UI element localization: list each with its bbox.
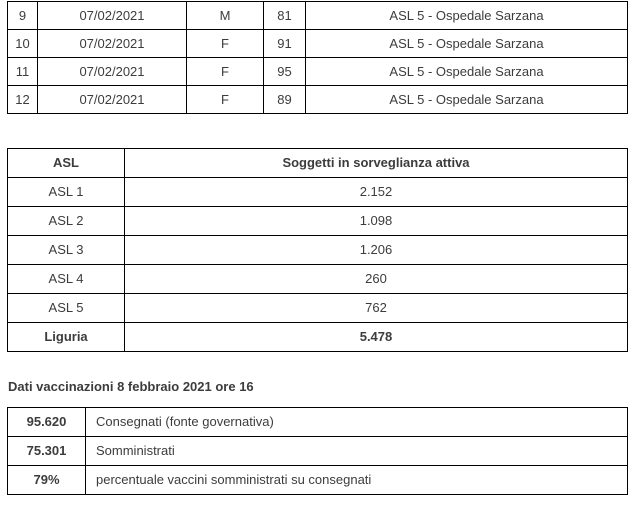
case-gender-cell: M [187,2,264,30]
case-date-cell: 07/02/2021 [38,2,187,30]
covid-cases-table [7,1,628,114]
table-row [8,86,628,114]
vaccination-data-heading: Dati vaccinazioni 8 febbraio 2021 ore 16 [8,379,254,394]
case-number-cell: 11 [8,58,38,86]
surveillance-count-cell: 1.206 [125,236,628,265]
surveillance-count-cell: 762 [125,294,628,323]
table-row [8,178,628,207]
vaccine-count-cell: 95.620 [8,408,86,437]
vaccine-label-cell: percentuale vaccini somministrati su consegnati [86,466,628,495]
asl-name-cell: ASL 1 [8,178,125,207]
vaccine-label-cell: Somministrati [86,437,628,466]
subjects-column-header: Soggetti in sorveglianza attiva [125,149,628,178]
table-header-row [8,149,628,178]
case-location-cell: ASL 5 - Ospedale Sarzana [306,58,628,86]
asl-column-header: ASL [8,149,125,178]
case-location-cell: ASL 5 - Ospedale Sarzana [306,2,628,30]
vaccine-count-cell: 75.301 [8,437,86,466]
region-total-label-cell: Liguria [8,323,125,352]
asl-name-cell: ASL 3 [8,236,125,265]
surveillance-count-cell: 260 [125,265,628,294]
case-number-cell: 10 [8,30,38,58]
table-row [8,408,628,437]
case-gender-cell: F [187,86,264,114]
table-row [8,294,628,323]
table-row [8,2,628,30]
case-location-cell: ASL 5 - Ospedale Sarzana [306,30,628,58]
region-total-value-cell: 5.478 [125,323,628,352]
vaccine-percentage-cell: 79% [8,466,86,495]
table-row [8,58,628,86]
table-row [8,30,628,58]
case-age-cell: 89 [264,86,306,114]
table-row [8,207,628,236]
case-gender-cell: F [187,30,264,58]
table-row [8,236,628,265]
case-age-cell: 81 [264,2,306,30]
table-row [8,437,628,466]
case-number-cell: 9 [8,2,38,30]
asl-name-cell: ASL 2 [8,207,125,236]
surveillance-count-cell: 2.152 [125,178,628,207]
case-number-cell: 12 [8,86,38,114]
vaccine-label-cell: Consegnati (fonte governativa) [86,408,628,437]
case-gender-cell: F [187,58,264,86]
surveillance-count-cell: 1.098 [125,207,628,236]
total-row [8,323,628,352]
asl-name-cell: ASL 4 [8,265,125,294]
table-row [8,265,628,294]
surveillance-table [7,148,628,352]
case-date-cell: 07/02/2021 [38,58,187,86]
case-date-cell: 07/02/2021 [38,86,187,114]
case-age-cell: 91 [264,30,306,58]
asl-name-cell: ASL 5 [8,294,125,323]
case-location-cell: ASL 5 - Ospedale Sarzana [306,86,628,114]
case-date-cell: 07/02/2021 [38,30,187,58]
vaccination-table [7,407,628,495]
case-age-cell: 95 [264,58,306,86]
table-row [8,466,628,495]
